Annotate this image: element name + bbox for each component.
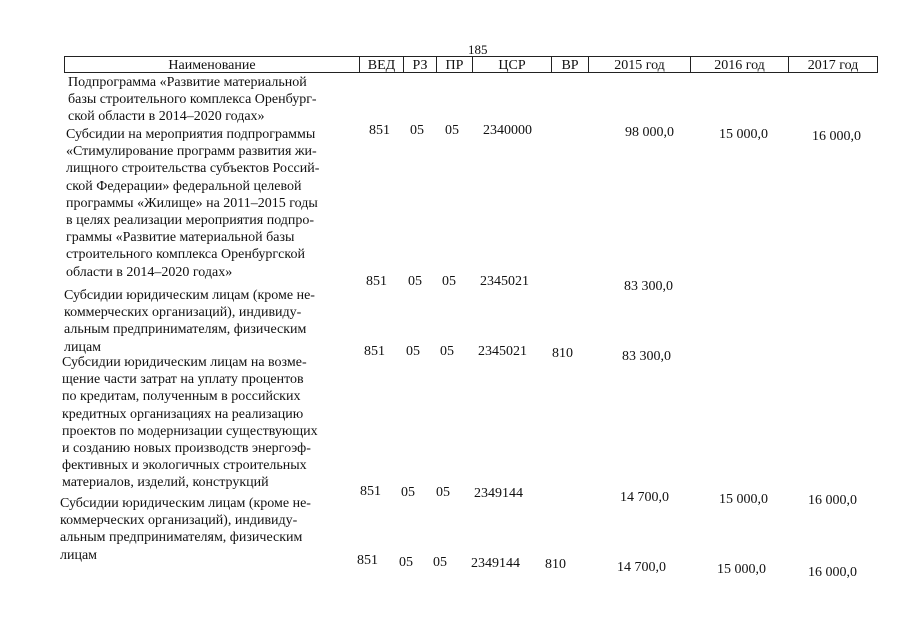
name-line: материалов, изделий, конструкций [62, 475, 269, 491]
name-line: граммы «Развитие материальной базы [66, 230, 295, 246]
cell-ved: 851 [364, 344, 385, 359]
cell-rz: 05 [401, 485, 415, 500]
cell-csr: 2345021 [480, 274, 529, 289]
name-line: коммерческих организаций), индивиду- [64, 305, 302, 321]
header-pr: ПР [437, 56, 473, 73]
cell-2017: 16 000,0 [812, 129, 861, 144]
cell-rz: 05 [406, 344, 420, 359]
cell-vr: 810 [552, 346, 573, 361]
cell-ved: 851 [360, 484, 381, 499]
cell-csr: 2345021 [478, 344, 527, 359]
name-line: проектов по модернизации существующих [62, 423, 318, 439]
row-name [60, 495, 311, 564]
name-line: Субсидии юридическим лицам (кроме не- [60, 496, 311, 511]
cell-2016: 15 000,0 [717, 562, 766, 577]
cell-2015: 14 700,0 [620, 490, 669, 505]
row-name [66, 126, 319, 281]
row-name [62, 354, 318, 492]
name-line: фективных и экологичных строительных [62, 458, 307, 474]
cell-pr: 05 [445, 123, 459, 138]
name-line: Субсидии юридическим лицам на возме- [62, 355, 307, 370]
cell-pr: 05 [442, 274, 456, 289]
name-line: коммерческих организаций), индивиду- [60, 513, 298, 529]
name-line: «Стимулирование программ развития жи- [66, 144, 317, 160]
name-line: и созданию новых производств энергоэф- [62, 441, 311, 457]
cell-2015: 83 300,0 [622, 349, 671, 364]
name-line: лищного строительства субъектов Россий- [66, 161, 320, 177]
name-line: по кредитам, полученным в российских [62, 389, 301, 405]
name-line: щение части затрат на уплату процентов [62, 372, 304, 388]
name-line: кредитных организациях на реализацию [62, 406, 304, 422]
cell-pr: 05 [433, 555, 447, 570]
name-line: программы «Жилище» на 2011–2015 годы [66, 195, 318, 211]
name-line: базы строительного комплекса Оренбург- [68, 92, 317, 108]
header-2017: 2017 год [789, 56, 878, 73]
cell-2017: 16 000,0 [808, 493, 857, 508]
name-line: лицам [60, 547, 98, 563]
name-line: альным предпринимателям, физическим [64, 322, 307, 338]
cell-2015: 98 000,0 [625, 125, 674, 140]
header-2015: 2015 год [589, 56, 691, 73]
cell-2016: 15 000,0 [719, 492, 768, 507]
cell-ved: 851 [369, 123, 390, 138]
cell-ved: 851 [357, 553, 378, 568]
header-name: Наименование [64, 56, 360, 73]
cell-pr: 05 [436, 485, 450, 500]
cell-vr: 810 [545, 557, 566, 572]
header-vr: ВР [552, 56, 589, 73]
name-line: строительного комплекса Оренбургской [66, 247, 305, 263]
cell-2016: 15 000,0 [719, 127, 768, 142]
header-2016: 2016 год [691, 56, 789, 73]
cell-pr: 05 [440, 344, 454, 359]
name-line: в целях реализации мероприятия подпро- [66, 213, 315, 229]
cell-csr: 2340000 [483, 123, 532, 138]
name-line: альным предпринимателям, физическим [60, 530, 303, 546]
cell-csr: 2349144 [471, 556, 520, 571]
cell-ved: 851 [366, 274, 387, 289]
row-name [68, 74, 317, 126]
name-line: ской области в 2014–2020 годах» [68, 109, 265, 125]
row-name [64, 287, 315, 356]
cell-2015: 83 300,0 [624, 279, 673, 294]
name-line: лицам [64, 339, 102, 355]
header-csr: ЦСР [473, 56, 552, 73]
page-number: 185 [468, 42, 488, 57]
header-rz: РЗ [404, 56, 437, 73]
cell-2017: 16 000,0 [808, 565, 857, 580]
header-ved: ВЕД [360, 56, 404, 73]
cell-csr: 2349144 [474, 486, 523, 501]
cell-rz: 05 [410, 123, 424, 138]
cell-2015: 14 700,0 [617, 560, 666, 575]
name-line: Субсидии на мероприятия подпрограммы [66, 127, 316, 142]
name-line: ской Федерации» федеральной целевой [66, 178, 302, 194]
name-line: Субсидии юридическим лицам (кроме не- [64, 288, 315, 303]
cell-rz: 05 [399, 555, 413, 570]
cell-rz: 05 [408, 274, 422, 289]
name-line: Подпрограмма «Развитие материальной [68, 75, 307, 90]
name-line: области в 2014–2020 годах» [66, 264, 233, 280]
